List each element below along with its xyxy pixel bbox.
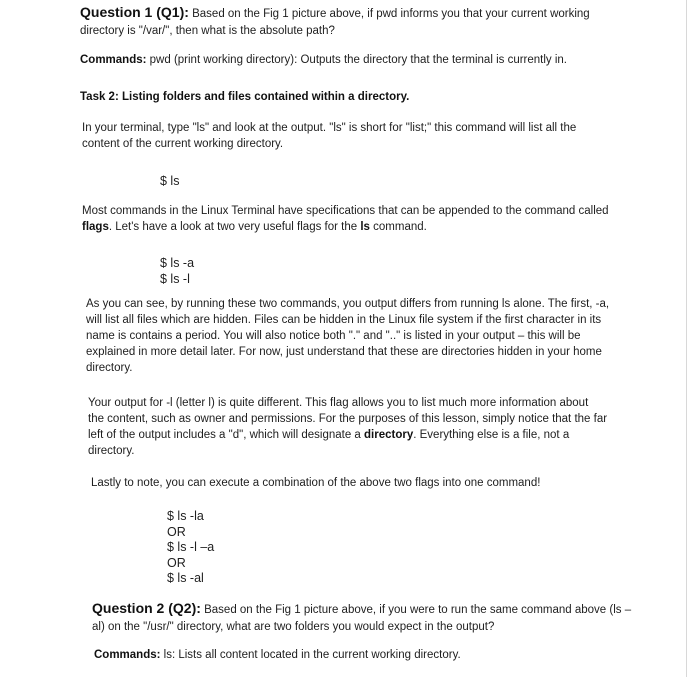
ls-intro-line1: In your terminal, type "ls" and look at the output. "ls" is short for "list;" this command will list all the — [82, 122, 577, 134]
task-2-title: Task 2: Listing folders and files contained within a directory. — [80, 91, 410, 103]
command-ls-la: $ ls -la — [167, 509, 204, 523]
question-2-text-line1: Based on the Fig 1 picture above, if you were to run the same command above (ls – — [200, 604, 632, 616]
hidden-line4: explained in more detail later. For now, just understand that these are directories hidden in your home — [86, 346, 602, 358]
long-line3 — [88, 427, 688, 443]
command-combo-block — [167, 509, 214, 587]
hidden-line2: will list all files which are hidden. Files can be hidden in the Linux file system if the first character in its — [86, 314, 602, 326]
hidden-line5: directory. — [86, 362, 133, 374]
flags-line1: Most commands in the Linux Terminal have specifications that can be appended to the command called — [82, 205, 609, 217]
command-ls-al: $ ls -al — [167, 571, 204, 585]
question-2 — [92, 600, 682, 636]
command-ls-a: $ ls -a — [160, 256, 195, 270]
flags-paragraph — [82, 203, 682, 235]
commands-pwd — [80, 52, 680, 68]
ls-term: ls — [360, 221, 370, 233]
commands-ls-label: Commands: — [94, 649, 161, 661]
or-separator-1: OR — [167, 524, 186, 539]
commands-ls — [94, 647, 684, 663]
long-line2: the content, such as owner and permissions. For the purposes of this lesson, simply notice that the far — [88, 413, 608, 425]
ls-intro-paragraph — [82, 120, 682, 152]
directory-term: directory — [364, 429, 414, 441]
hidden-line3: name is contains a period. You will also notice both "." and ".." is listed in your output – this will be — [86, 330, 581, 342]
question-2-text-line2: al) on the "/usr/" directory, what are two folders you would expect in the output? — [92, 621, 495, 633]
question-1-label: Question 1 (Q1): — [80, 4, 189, 20]
long-listing-paragraph — [88, 395, 688, 459]
command-ls-l-a: $ ls -l –a — [167, 540, 215, 554]
commands-ls-text: ls: Lists all content located in the current working directory. — [160, 649, 461, 661]
long-line1: Your output for -l (letter l) is quite different. This flag allows you to list much more information about — [88, 397, 589, 409]
hidden-line1: As you can see, by running these two commands, you output differs from running ls alone. The first, -a, — [86, 298, 610, 310]
command-flags-block — [160, 256, 194, 287]
flags-line2-end: command. — [369, 221, 427, 233]
long-line4: directory. — [88, 445, 135, 457]
flags-line2 — [82, 219, 682, 235]
combo-intro: Lastly to note, you can execute a combination of the above two flags into one command! — [91, 477, 541, 489]
commands-pwd-text: pwd (print working directory): Outputs the directory that the terminal is currently in. — [146, 54, 568, 66]
flags-line2-mid: . Let's have a look at two very useful flags for the — [108, 221, 361, 233]
command-ls: $ ls — [160, 174, 180, 188]
flags-term: flags — [82, 221, 109, 233]
or-separator-2: OR — [167, 555, 186, 570]
command-ls-l: $ ls -l — [160, 271, 190, 286]
hidden-files-paragraph — [86, 296, 686, 376]
ls-intro-line2: content of the current working directory. — [82, 138, 284, 150]
task-2-heading — [80, 89, 680, 105]
question-1-text-line2: directory is "/var/", then what is the absolute path? — [80, 25, 335, 37]
question-2-label: Question 2 (Q2): — [92, 600, 201, 616]
question-1-text-line1: Based on the Fig 1 picture above, if pwd informs you that your current working — [188, 8, 590, 20]
question-1 — [80, 4, 680, 40]
long-line3-end: . Everything else is a file, not a — [413, 429, 570, 441]
long-line3-start: left of the output includes a "d", which will designate a — [88, 429, 365, 441]
commands-pwd-label: Commands: — [80, 54, 147, 66]
